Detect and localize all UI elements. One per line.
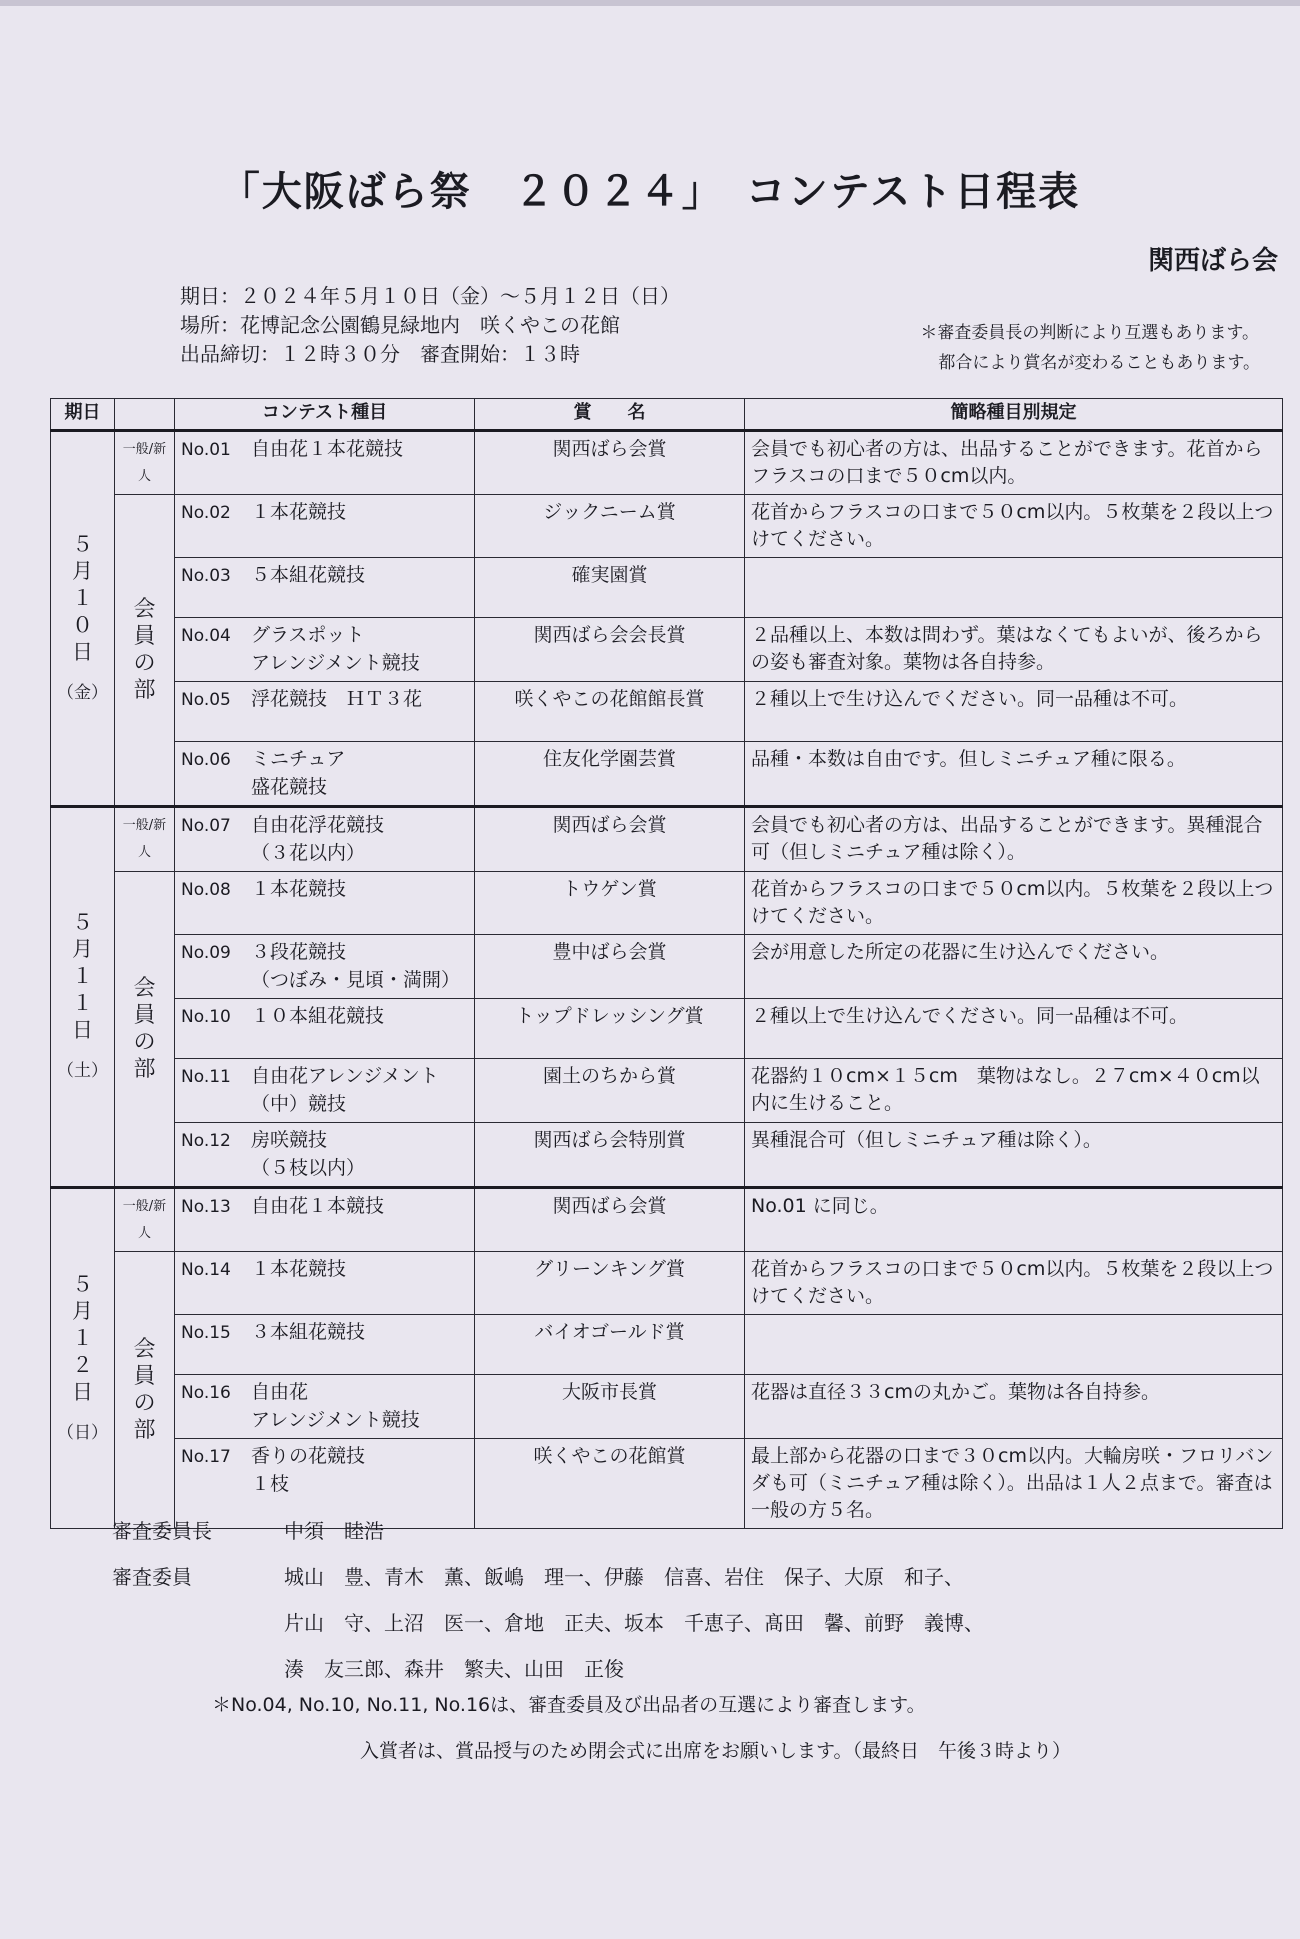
contest-cell <box>175 742 475 807</box>
header-award: 賞 名 <box>475 399 745 431</box>
contest-name-sub: アレンジメント競技 <box>251 1409 420 1431</box>
award-cell <box>475 1252 745 1315</box>
table-row <box>51 618 1283 682</box>
info-dates: 期日：２０２４年５月１０日（金）～５月１２日（日） <box>180 284 680 308</box>
award-name: 確実園賞 <box>571 564 648 586</box>
judges-section <box>112 1508 984 1692</box>
rule-cell <box>745 1252 1283 1315</box>
header-category <box>115 399 175 431</box>
award-name: 関西ばら会賞 <box>552 1195 667 1217</box>
award-cell <box>475 999 745 1059</box>
contest-number: No.13 <box>181 1197 231 1217</box>
note-line: ＊審査委員長の判断により互選もあります。 <box>920 323 1259 343</box>
award-name: 大阪市長賞 <box>561 1381 657 1403</box>
award-name: グリーンキング賞 <box>533 1258 686 1280</box>
judge-members-line: 湊 友三郎、森井 繁夫、山田 正俊 <box>284 1657 624 1681</box>
award-cell <box>475 935 745 999</box>
award-cell <box>475 1188 745 1252</box>
contest-cell <box>175 872 475 935</box>
contest-number: No.01 <box>181 440 231 460</box>
table-row <box>51 682 1283 742</box>
day-date-cell <box>51 807 115 1188</box>
rule-cell <box>745 999 1283 1059</box>
table-row <box>51 807 1283 872</box>
table-row <box>51 1375 1283 1439</box>
contest-cell <box>175 558 475 618</box>
award-name: トップドレッシング賞 <box>515 1005 704 1027</box>
rule-text: 花器は直径３３cmの丸かご。葉物は各自持参。 <box>751 1381 1160 1403</box>
contest-name: 自由花１本競技 <box>251 1195 385 1217</box>
contest-number: No.17 <box>181 1447 231 1467</box>
day-date-cell <box>51 431 115 807</box>
top-edge <box>0 0 1300 6</box>
organizer-name: 関西ばら会 <box>1147 246 1278 276</box>
award-name: トウゲン賞 <box>562 878 657 900</box>
contest-number: No.10 <box>181 1007 231 1027</box>
general-category-label: 一般/新人 <box>122 818 167 860</box>
rule-cell <box>745 431 1283 495</box>
contest-name: 房咲競技 <box>251 1129 328 1151</box>
contest-number: No.14 <box>181 1260 231 1280</box>
contest-number: No.11 <box>181 1067 231 1087</box>
contest-number: No.09 <box>181 943 231 963</box>
judge-members-line <box>112 1554 984 1600</box>
rule-cell <box>745 682 1283 742</box>
contest-cell <box>175 1059 475 1123</box>
contest-number: No.07 <box>181 816 231 836</box>
rule-cell <box>745 1315 1283 1375</box>
contest-name-sub: （中）競技 <box>251 1093 347 1115</box>
award-cell <box>475 495 745 558</box>
judge-members: 城山 豊、青木 薫、飯嶋 理一、伊藤 信喜、岩住 保子、大原 和子、 <box>284 1565 964 1589</box>
award-cell <box>475 618 745 682</box>
rule-text: 花首からフラスコの口まで５０cm以内。５枚葉を２段以上つけてください。 <box>751 1258 1274 1307</box>
table-row <box>51 1123 1283 1188</box>
contest-cell <box>175 807 475 872</box>
contest-cell <box>175 1252 475 1315</box>
contest-name: ３本組花競技 <box>251 1321 366 1343</box>
table-row <box>51 742 1283 807</box>
rule-cell <box>745 742 1283 807</box>
rule-cell <box>745 935 1283 999</box>
table-row <box>51 1059 1283 1123</box>
rule-text: 花首からフラスコの口まで５０cm以内。５枚葉を２段以上つけてください。 <box>751 878 1274 927</box>
header-rules: 簡略種目別規定 <box>745 399 1283 431</box>
table-row <box>51 935 1283 999</box>
day-weekday: （日） <box>57 1422 108 1443</box>
rule-text: 最上部から花器の口まで３０cm以内。大輪房咲・フロリバンダも可（ミニチュア種は除く）。出品は１人２点まで。審査は一般の方５名。 <box>751 1445 1274 1521</box>
award-cell <box>475 1059 745 1123</box>
notes <box>920 318 1260 378</box>
general-category-label: 一般/新人 <box>122 1199 167 1241</box>
contest-name-sub: （５枝以内） <box>251 1157 366 1179</box>
event-info <box>180 282 680 369</box>
contest-cell <box>175 431 475 495</box>
info-deadline: 出品締切：１２時３０分 審査開始：１３時 <box>180 342 580 366</box>
member-category-label: 会員の部 <box>133 976 156 1082</box>
table-header-row <box>51 399 1283 431</box>
award-cell <box>475 1315 745 1375</box>
rule-cell <box>745 1375 1283 1439</box>
award-cell <box>475 1375 745 1439</box>
rule-text: ２品種以上、本数は問わず。葉はなくてもよいが、後ろからの姿も審査対象。葉物は各自持参。 <box>751 624 1263 673</box>
rule-text: ２種以上で生け込んでください。同一品種は不可。 <box>751 688 1189 710</box>
contest-number: No.03 <box>181 566 231 586</box>
contest-cell <box>175 682 475 742</box>
member-category-label: 会員の部 <box>133 597 156 703</box>
rule-cell <box>745 1188 1283 1252</box>
award-cell <box>475 872 745 935</box>
member-category-label: 会員の部 <box>133 1337 156 1443</box>
document-title: 「大阪ばら祭 ２０２４」 コンテスト日程表 <box>219 169 1081 215</box>
contest-number: No.04 <box>181 626 231 646</box>
contest-name: ミニチュア <box>251 748 346 770</box>
award-name: 関西ばら会賞 <box>552 814 667 836</box>
contest-name-sub: （つぼみ・見頃・満開） <box>251 969 461 991</box>
member-category-cell <box>115 1252 175 1529</box>
contest-name: 自由花アレンジメント <box>251 1065 439 1087</box>
table-row <box>51 999 1283 1059</box>
day-date: ５月１０日 <box>72 531 93 664</box>
day-weekday: （金） <box>57 682 108 703</box>
contest-name: ５本組花競技 <box>251 564 366 586</box>
award-cell <box>475 742 745 807</box>
table-row <box>51 495 1283 558</box>
rule-cell <box>745 872 1283 935</box>
contest-number: No.15 <box>181 1323 231 1343</box>
award-cell <box>475 807 745 872</box>
judge-chair-label: 審査委員長 <box>112 1519 212 1543</box>
contest-name: １本花競技 <box>251 1258 347 1280</box>
judge-members-line: 片山 守、上沼 医一、倉地 正夫、坂本 千恵子、髙田 馨、前野 義博、 <box>284 1611 984 1635</box>
judge-members-label: 審査委員 <box>112 1565 192 1589</box>
contest-name: 自由花浮花競技 <box>251 814 385 836</box>
footnote-awards-ceremony: 入賞者は、賞品授与のため閉会式に出席をお願いします。（最終日 午後３時より） <box>360 1740 1071 1762</box>
header-contest: コンテスト種目 <box>175 399 475 431</box>
table-row <box>51 558 1283 618</box>
contest-name: 自由花１本花競技 <box>251 438 404 460</box>
rule-text: No.01 に同じ。 <box>751 1195 889 1217</box>
contest-name-sub: アレンジメント競技 <box>251 652 420 674</box>
contest-cell <box>175 1375 475 1439</box>
general-category-cell <box>115 1188 175 1252</box>
schedule-table <box>50 398 1283 1529</box>
rule-text: 異種混合可（但しミニチュア種は除く）。 <box>751 1129 1102 1151</box>
day-date: ５月１２日 <box>72 1271 93 1404</box>
note-line: 都合により賞名が変わることもあります。 <box>938 353 1260 373</box>
rule-text: 品種・本数は自由です。但しミニチュア種に限る。 <box>751 748 1186 770</box>
contest-number: No.06 <box>181 750 231 770</box>
judge-chair-name: 中須 睦浩 <box>284 1519 384 1543</box>
contest-name-sub: （３花以内） <box>251 842 366 864</box>
award-name: ジックニーム賞 <box>543 501 676 523</box>
general-category-cell <box>115 807 175 872</box>
day-date: ５月１１日 <box>72 910 93 1042</box>
rule-text: 花器約１０cm×１５cm 葉物はなし。２７cm×４０cm以内に生けること。 <box>751 1065 1260 1114</box>
contest-name: 浮花競技 ＨＴ３花 <box>251 688 423 710</box>
award-name: 咲くやこの花館賞 <box>533 1445 686 1467</box>
contest-cell <box>175 1188 475 1252</box>
award-name: 豊中ばら会賞 <box>552 941 667 963</box>
contest-number: No.08 <box>181 880 231 900</box>
rule-cell <box>745 807 1283 872</box>
contest-number: No.16 <box>181 1383 231 1403</box>
rule-cell <box>745 558 1283 618</box>
award-name: 関西ばら会賞 <box>552 438 667 460</box>
contest-name-sub: 盛花競技 <box>251 776 328 798</box>
contest-name: １本花競技 <box>251 878 347 900</box>
contest-name: １本花競技 <box>251 501 347 523</box>
contest-name: 香りの花競技 <box>251 1445 366 1467</box>
table-row <box>51 1315 1283 1375</box>
member-category-cell <box>115 495 175 807</box>
day-weekday: （土） <box>57 1061 108 1081</box>
contest-number: No.12 <box>181 1131 231 1151</box>
contest-number: No.02 <box>181 503 231 523</box>
award-name: バイオゴールド賞 <box>534 1321 685 1343</box>
table-row <box>51 872 1283 935</box>
general-category-cell <box>115 431 175 495</box>
award-name: 咲くやこの花館館長賞 <box>514 688 705 710</box>
award-name: 住友化学園芸賞 <box>542 748 676 770</box>
rule-cell <box>745 1123 1283 1188</box>
award-name: 関西ばら会特別賞 <box>533 1129 686 1151</box>
award-name: 関西ばら会会長賞 <box>533 624 686 646</box>
rule-cell <box>745 618 1283 682</box>
table-row <box>51 1188 1283 1252</box>
judge-chair-line <box>112 1508 984 1554</box>
table-row <box>51 1252 1283 1315</box>
rule-text: 花首からフラスコの口まで５０cm以内。５枚葉を２段以上つけてください。 <box>751 501 1274 550</box>
contest-cell <box>175 1123 475 1188</box>
rule-text: ２種以上で生け込んでください。同一品種は不可。 <box>751 1005 1189 1027</box>
day-date-cell <box>51 1188 115 1529</box>
general-category-label: 一般/新人 <box>122 442 167 484</box>
contest-cell <box>175 1315 475 1375</box>
contest-name: ３段花競技 <box>251 941 347 963</box>
footnote-mutual-selection: ＊No.04, No.10, No.11, No.16は、審査委員及び出品者の互選により審査します。 <box>212 1694 926 1716</box>
contest-name: １０本組花競技 <box>251 1005 385 1027</box>
award-cell <box>475 558 745 618</box>
contest-cell <box>175 935 475 999</box>
contest-cell <box>175 618 475 682</box>
award-cell <box>475 1123 745 1188</box>
schedule-body <box>51 431 1283 1529</box>
member-category-cell <box>115 872 175 1188</box>
rule-text: 会員でも初心者の方は、出品することができます。花首からフラスコの口まで５０cm以内。 <box>751 438 1263 487</box>
contest-number: No.05 <box>181 690 231 710</box>
header-date: 期日 <box>51 399 115 431</box>
contest-name: 自由花 <box>251 1381 309 1403</box>
award-cell <box>475 682 745 742</box>
rule-text: 会が用意した所定の花器に生け込んでください。 <box>751 941 1170 963</box>
award-cell <box>475 431 745 495</box>
rule-text: 会員でも初心者の方は、出品することができます。異種混合可（但しミニチュア種は除く）。 <box>751 814 1263 863</box>
contest-cell <box>175 999 475 1059</box>
contest-name: グラスポット <box>251 624 365 646</box>
contest-cell <box>175 495 475 558</box>
award-name: 園土のちから賞 <box>542 1065 676 1087</box>
rule-cell <box>745 495 1283 558</box>
info-venue: 場所：花博記念公園鶴見緑地内 咲くやこの花館 <box>180 313 620 337</box>
contest-name-sub: １枝 <box>251 1473 290 1495</box>
rule-cell <box>745 1059 1283 1123</box>
table-row <box>51 431 1283 495</box>
